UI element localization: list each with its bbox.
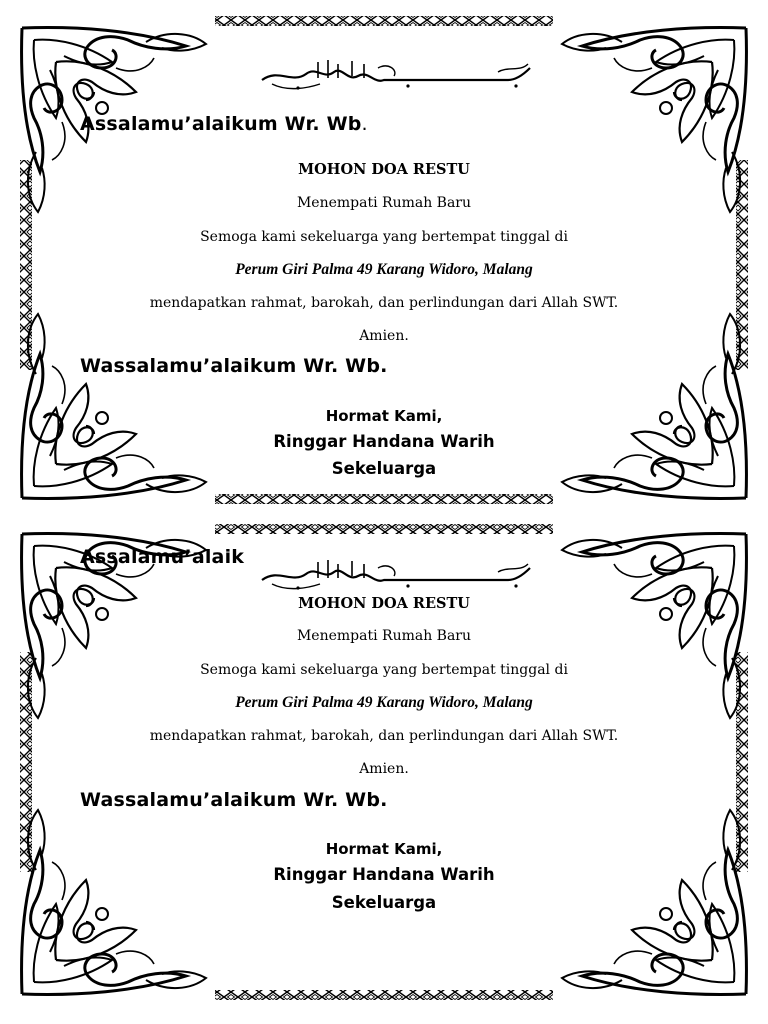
top-braid-strip — [215, 524, 553, 534]
sender-family: Sekeluarga — [331, 459, 437, 478]
greeting-open: Assalamu’alaik — [80, 546, 245, 568]
sender-name: Ringgar Handana Warih — [273, 432, 495, 451]
address-line: Perum Giri Palma 49 Karang Widoro, Malang — [235, 261, 533, 278]
invitation-card-1 — [0, 10, 768, 510]
residence-line: Semoga kami sekeluarga yang bertempat tinggal di — [200, 662, 568, 678]
residence-line: Semoga kami sekeluarga yang bertempat tinggal di — [200, 229, 568, 245]
blessing-line: mendapatkan rahmat, barokah, dan perlindungan dari Allah SWT. — [149, 295, 619, 311]
regards-line: Hormat Kami, — [325, 407, 443, 425]
occasion-line: Menempati Rumah Baru — [296, 195, 472, 211]
greeting-close: Wassalamu’alaikum Wr. Wb. — [80, 789, 388, 811]
basmala-calligraphy-icon — [258, 58, 536, 92]
basmala-calligraphy-icon — [258, 558, 536, 592]
amen-line: Amien. — [359, 328, 409, 344]
occasion-line: Menempati Rumah Baru — [296, 628, 472, 644]
greeting-open: Assalamu’alaikum Wr. Wb. — [80, 113, 368, 135]
invitation-title: MOHON DOA RESTU — [298, 161, 470, 178]
regards-line: Hormat Kami, — [325, 840, 443, 858]
greeting-close: Wassalamu’alaikum Wr. Wb. — [80, 355, 388, 377]
blessing-line: mendapatkan rahmat, barokah, dan perlindungan dari Allah SWT. — [149, 728, 619, 744]
bottom-braid-strip — [215, 990, 553, 1000]
bottom-braid-strip — [215, 494, 553, 504]
sender-family: Sekeluarga — [331, 893, 437, 912]
corner-ornament-top-right — [562, 28, 746, 212]
invitation-card-2 — [0, 522, 768, 1022]
amen-line: Amien. — [359, 761, 409, 777]
top-braid-strip — [215, 16, 553, 26]
address-line: Perum Giri Palma 49 Karang Widoro, Malang — [235, 694, 533, 711]
corner-ornament-top-right — [562, 534, 746, 718]
sender-name: Ringgar Handana Warih — [273, 865, 495, 884]
invitation-title: MOHON DOA RESTU — [298, 595, 470, 612]
